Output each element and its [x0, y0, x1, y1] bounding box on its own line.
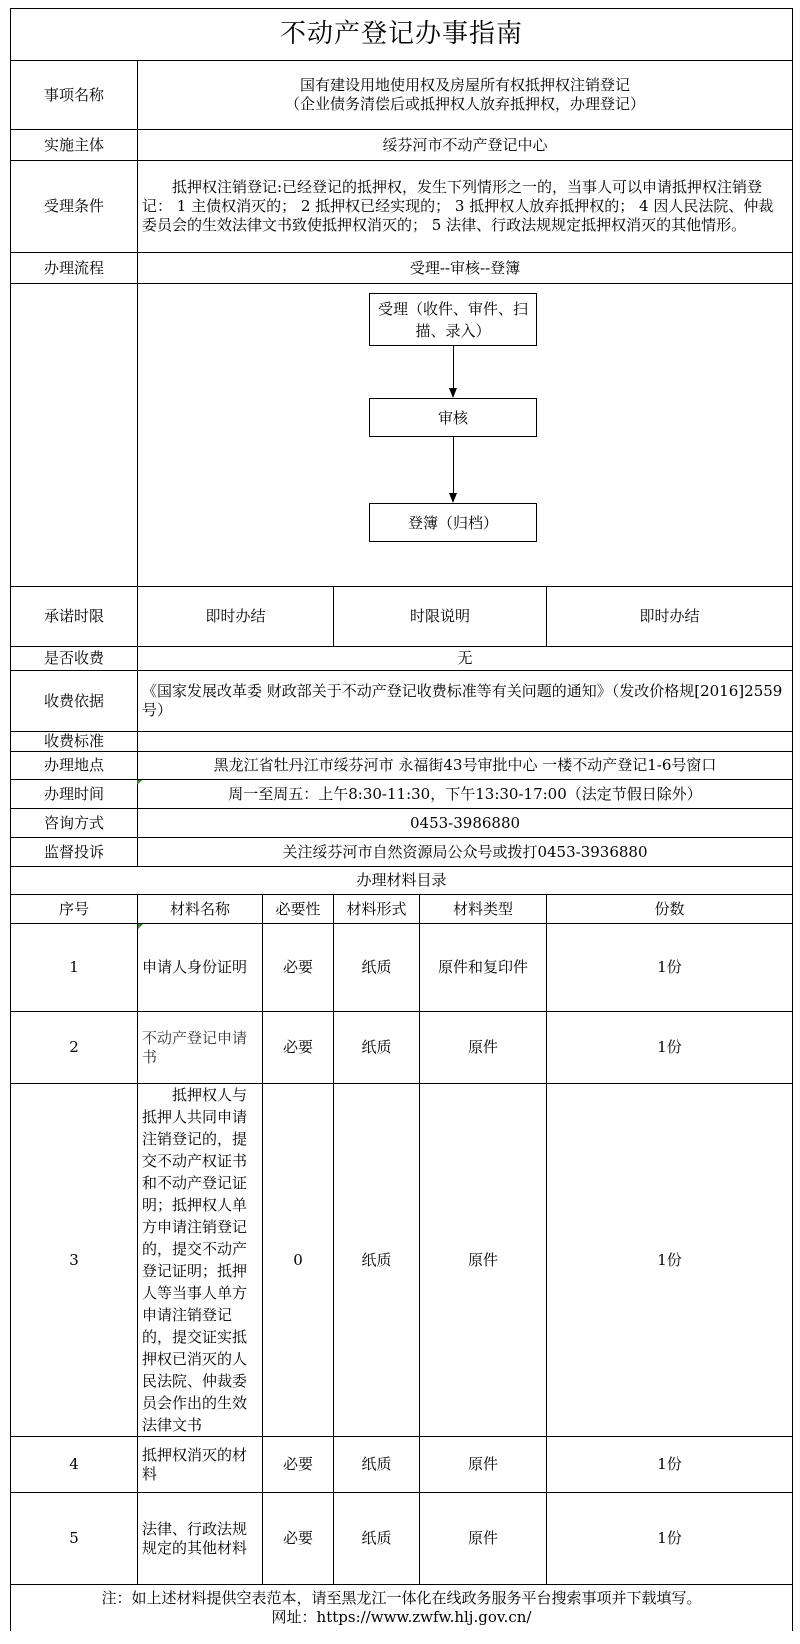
promise-label: 承诺时限: [11, 587, 138, 647]
material-form: 纸质: [334, 1493, 420, 1585]
materials-header-count: 份数: [547, 895, 793, 924]
flow-step-register: 登簿（归档）: [369, 503, 537, 542]
materials-header-row: [11, 895, 793, 924]
material-count: 1份: [547, 1012, 793, 1084]
material-form: 纸质: [334, 1437, 420, 1493]
fee-standard-label: 收费标准: [11, 732, 138, 752]
promise-value-2: 即时办结: [547, 587, 793, 647]
materials-header-type: 材料类型: [420, 895, 547, 924]
guide-table: [10, 8, 793, 1631]
material-need: 必要: [263, 1493, 334, 1585]
material-name: [138, 924, 263, 1012]
subject-label: 实施主体: [11, 130, 138, 161]
conditions-label: 受理条件: [11, 161, 138, 253]
page-title: 不动产登记办事指南: [11, 9, 793, 61]
hours-label-text: 办理时间: [43, 784, 104, 803]
fee-standard-value: [138, 732, 793, 752]
guide-sheet: [10, 8, 792, 1631]
table-row: [11, 1012, 793, 1084]
location-label: 办理地点: [11, 752, 138, 780]
item-name-value: [138, 61, 793, 130]
material-name: 法律、行政法规规定的其他材料: [138, 1493, 263, 1585]
material-count: 1份: [547, 1493, 793, 1585]
material-name: 不动产登记申请书: [138, 1012, 263, 1084]
flowchart-label-cell: [11, 284, 138, 587]
materials-header-need: 必要性: [263, 895, 334, 924]
materials-header-no: 序号: [11, 895, 138, 924]
table-row: [11, 1437, 793, 1493]
material-need: 0: [263, 1084, 334, 1437]
complaint-label: 监督投诉: [11, 838, 138, 867]
material-no: 3: [11, 1084, 138, 1437]
materials-title: 办理材料目录: [11, 867, 793, 895]
fee-value: 无: [138, 647, 793, 671]
material-count: 1份: [547, 1084, 793, 1437]
material-name: 抵押权人与抵押人共同申请注销登记的，提交不动产权证书和不动产登记证明；抵押权人单方申请注销登记的，提交不动产登记证明；抵押人等当事人单方申请注销登记的，提交证实抵押权已消灭的人民法院、仲裁委员会作出的生效法律文书: [138, 1084, 263, 1437]
table-row: [11, 1084, 793, 1437]
hours-label: [11, 780, 138, 809]
material-type: 原件和复印件: [420, 924, 547, 1012]
item-name-line1: 国有建设用地使用权及房屋所有权抵押权注销登记: [300, 76, 631, 94]
cell-marker: [137, 780, 142, 785]
consult-value: 0453-3986880: [138, 809, 793, 838]
promise-value-1: 即时办结: [138, 587, 334, 647]
flow-step-accept: 受理（收件、审件、扫描、录入）: [369, 293, 537, 346]
note-line1: 注：如上述材料提供空表范本，请至黑龙江一体化在线政务服务平台搜索事项并下载填写。: [101, 1588, 702, 1607]
cell-marker: [138, 924, 143, 929]
materials-header-form: 材料形式: [334, 895, 420, 924]
fee-basis-value: 《国家发展改革委 财政部关于不动产登记收费标准等有关问题的通知》（发改价格规[2016]2559号）: [138, 671, 793, 732]
process-label: 办理流程: [11, 253, 138, 284]
flowchart: [138, 284, 793, 587]
material-no: 4: [11, 1437, 138, 1493]
complaint-value: 关注绥芬河市自然资源局公众号或拨打0453-3936880: [138, 838, 793, 867]
process-value: 受理--审核--登簿: [138, 253, 793, 284]
material-form: 纸质: [334, 1012, 420, 1084]
location-value: 黑龙江省牡丹江市绥芬河市 永福街43号审批中心 一楼不动产登记1-6号窗口: [138, 752, 793, 780]
material-need: 必要: [263, 1012, 334, 1084]
material-form: 纸质: [334, 1084, 420, 1437]
material-no: 1: [11, 924, 138, 1012]
subject-value: 绥芬河市不动产登记中心: [138, 130, 793, 161]
promise-mid: 时限说明: [334, 587, 547, 647]
material-count: 1份: [547, 1437, 793, 1493]
flow-arrow-1: [453, 346, 454, 396]
item-name-line2: （企业债务清偿后或抵押权人放弃抵押权，办理登记）: [285, 95, 646, 113]
material-need: 必要: [263, 1437, 334, 1493]
note-url: 网址：https://www.zwfw.hlj.gov.cn/: [271, 1607, 532, 1626]
material-count: 1份: [547, 924, 793, 1012]
material-type: 原件: [420, 1084, 547, 1437]
material-type: 原件: [420, 1437, 547, 1493]
material-name: 抵押权消灭的材料: [138, 1437, 263, 1493]
material-no: 5: [11, 1493, 138, 1585]
item-name-label: 事项名称: [11, 61, 138, 130]
consult-label: 咨询方式: [11, 809, 138, 838]
material-type: 原件: [420, 1493, 547, 1585]
material-no: 2: [11, 1012, 138, 1084]
material-need: 必要: [263, 924, 334, 1012]
fee-basis-label: 收费依据: [11, 671, 138, 732]
table-row: [11, 1493, 793, 1585]
material-form: 纸质: [334, 924, 420, 1012]
material-type: 原件: [420, 1012, 547, 1084]
fee-label: 是否收费: [11, 647, 138, 671]
flow-step-review: 审核: [369, 398, 537, 437]
note: [11, 1585, 793, 1631]
material-name-text: 申请人身份证明: [142, 958, 248, 976]
hours-value: 周一至周五：上午8:30-11:30，下午13:30-17:00（法定节假日除外）: [138, 780, 793, 809]
table-row: [11, 924, 793, 1012]
conditions-value: 抵押权注销登记:已经登记的抵押权，发生下列情形之一的，当事人可以申请抵押权注销登记： 1 主债权消灭的； 2 抵押权已经实现的； 3 抵押权人放弃抵押权的； 4 因人民法院、仲裁委员会的生效法律文书致使抵押权消灭的； 5 法律、行政法规规定抵押权消灭的其他情形。: [138, 161, 793, 253]
flow-arrow-2: [453, 437, 454, 501]
materials-header-name: 材料名称: [138, 895, 263, 924]
